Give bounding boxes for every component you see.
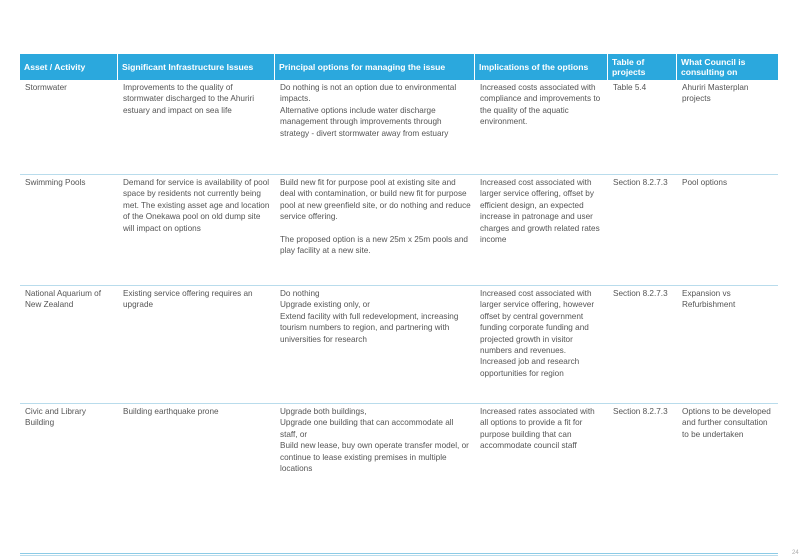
- header-asset: Asset / Activity: [20, 54, 118, 80]
- table-row: [20, 175, 778, 286]
- cell-implications: Increased cost associated with larger service offering, however offset by central government funding corporate funding and projected growth in visitor numbers and revenues. Increased job and research opportunities for region: [480, 289, 595, 378]
- cell-asset: Civic and Library Building: [25, 407, 86, 428]
- cell-options: Do nothing Upgrade existing only, or Extend facility with full redevelopment, increasing tourism numbers to region, and partnering with universities for research: [280, 289, 459, 344]
- header-consulting: What Council is consulting on: [681, 57, 746, 77]
- cell-options: Upgrade both buildings, Upgrade one building that can accommodate all staff, or Build new lease, buy own operate transfer model, or continue to lease existing premises in multiple locations: [280, 407, 469, 474]
- cell-implications: Increased rates associated with all options to provide a fit for purpose building that can accommodate council staff: [480, 407, 595, 451]
- cell-implications: Increased costs associated with compliance and improvements to the quality of the aquatic environment.: [480, 83, 601, 127]
- table-row: [20, 404, 778, 556]
- cell-table-ref: Section 8.2.7.3: [613, 407, 668, 416]
- cell-issues: Existing service offering requires an upgrade: [123, 289, 253, 310]
- cell-consulting: Expansion vs Refurbishment: [682, 289, 736, 310]
- table-header: [20, 54, 778, 80]
- page-bottom-divider: [20, 553, 778, 554]
- cell-issues: Building earthquake prone: [123, 407, 219, 416]
- table-row: [20, 80, 778, 175]
- cell-asset: Stormwater: [25, 83, 67, 92]
- cell-issues: Improvements to the quality of stormwater discharged to the Ahuriri estuary and impact on sea life: [123, 83, 255, 115]
- header-implications: Implications of the options: [475, 54, 608, 80]
- header-options: Principal options for managing the issue: [275, 54, 475, 80]
- cell-consulting: Options to be developed and further consultation to be undertaken: [682, 407, 771, 439]
- cell-options: Do nothing is not an option due to environmental impacts. Alternative options include water discharge management through improvements through strategy - divert stormwater away from estuary: [280, 83, 457, 138]
- header-issues: Significant Infrastructure Issues: [118, 54, 275, 80]
- page-number: 24: [792, 550, 799, 556]
- cell-table-ref: Section 8.2.7.3: [613, 289, 668, 298]
- cell-consulting: Ahuriri Masterplan projects: [682, 83, 749, 104]
- cell-options: Build new fit for purpose pool at existing site and deal with contamination, or build new fit for purpose pool at new greenfield site, or do nothing and reduce service offering. The proposed option is a new 25m x 25m pools and play facility at a new site.: [280, 178, 471, 256]
- cell-consulting: Pool options: [682, 178, 728, 187]
- cell-table-ref: Table 5.4: [613, 83, 647, 92]
- cell-implications: Increased cost associated with larger service offering, offset by efficient design, an expected increase in patronage and user charges and growth related rates income: [480, 178, 600, 245]
- cell-table-ref: Section 8.2.7.3: [613, 178, 668, 187]
- table-row: [20, 286, 778, 404]
- cell-asset: National Aquarium of New Zealand: [25, 289, 102, 310]
- cell-asset: Swimming Pools: [25, 178, 86, 187]
- cell-issues: Demand for service is availability of pool space by residents not currently being met. The existing asset age and location of the Onekawa pool on old dump site will impact on options: [123, 178, 270, 233]
- infrastructure-issues-table: [20, 54, 778, 556]
- header-table-of-projects: Table of projects: [608, 54, 677, 80]
